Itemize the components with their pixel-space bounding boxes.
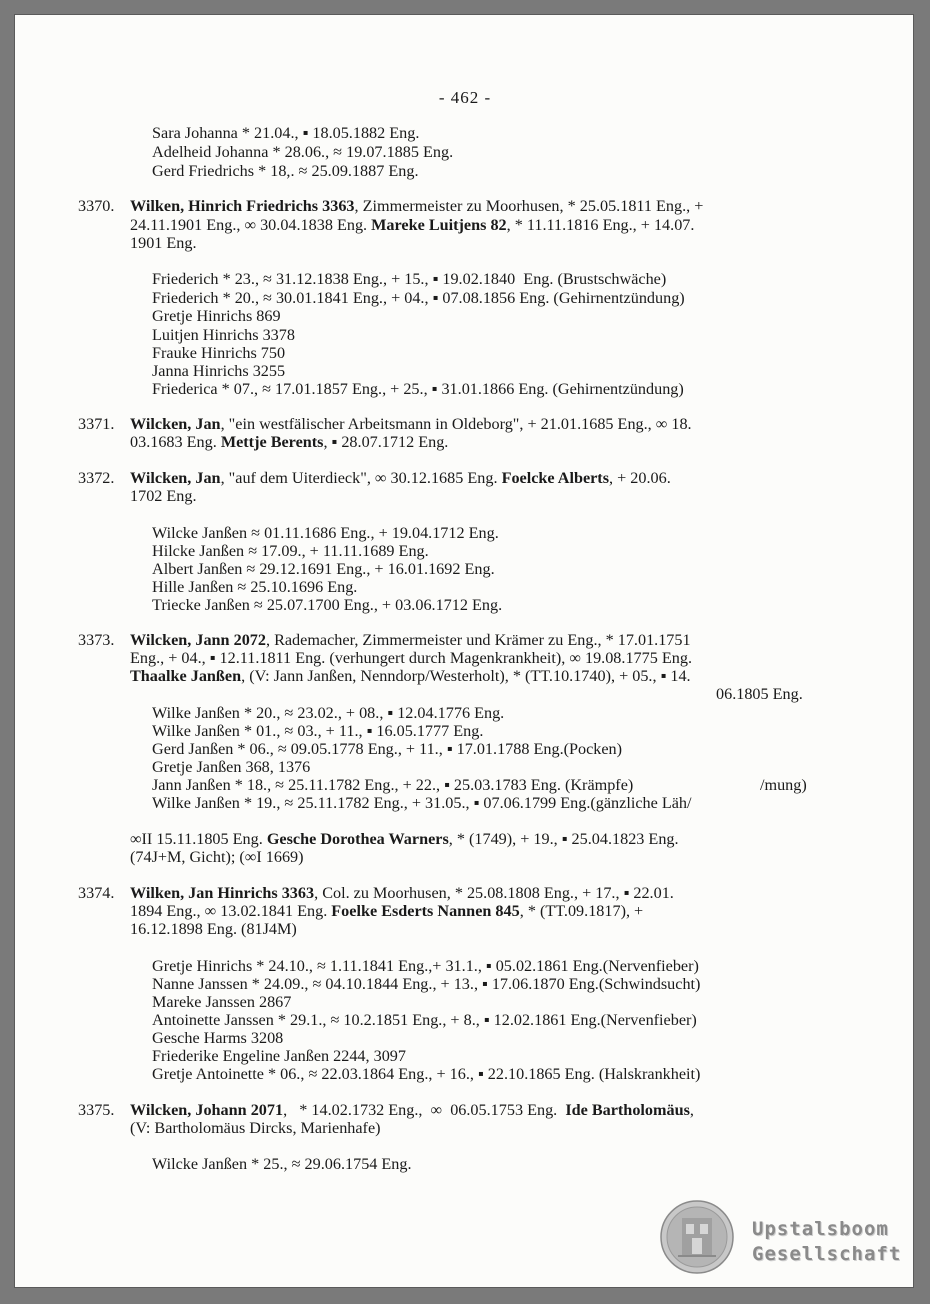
entry-line: Wilcken, Jan, "auf dem Uiterdieck", ∞ 30.12.1685 Eng. Foelcke Alberts, + 20.06.: [130, 469, 671, 487]
entry-number: 3371.: [78, 415, 115, 433]
spouse-name: Foelke Esderts Nannen 845: [331, 902, 520, 920]
entry-name: Wilken, Hinrich Friedrichs 3363: [130, 197, 355, 215]
list-item: Adelheid Johanna * 28.06., ≈ 19.07.1885 Eng.: [152, 143, 454, 161]
entry-line: 1901 Eng.: [130, 234, 197, 252]
entry-line: Wilken, Hinrich Friedrichs 3363, Zimmermeister zu Moorhusen, * 25.05.1811 Eng., +: [130, 197, 704, 215]
list-item: Friederich * 23., ≈ 31.12.1838 Eng., + 15., ▪ 19.02.1840 Eng. (Brustschwäche): [152, 270, 667, 288]
entry-line: (74J+M, Gicht); (∞I 1669): [130, 848, 304, 866]
list-item: Antoinette Janssen * 29.1., ≈ 10.2.1851 Eng., + 8., ▪ 12.02.1861 Eng.(Nervenfieber): [152, 1011, 697, 1029]
spouse-name: Foelcke Alberts: [501, 469, 610, 487]
brand-line-1: Upstalsboom: [752, 1218, 889, 1240]
entry-number: 3370.: [78, 197, 115, 215]
spouse-name: Mareke Luitjens 82: [371, 216, 507, 234]
list-item: Janna Hinrichs 3255: [152, 362, 286, 380]
list-item: Mareke Janssen 2867: [152, 993, 292, 1011]
list-item: Wilke Janßen * 01., ≈ 03., + 11., ▪ 16.05.1777 Eng.: [152, 722, 484, 740]
list-item: Albert Janßen ≈ 29.12.1691 Eng., + 16.01.1692 Eng.: [152, 560, 495, 578]
spouse-name: Gesche Dorothea Warners: [266, 830, 449, 848]
entry-line: 06.1805 Eng.: [716, 685, 803, 703]
list-item: Gerd Friedrichs * 18,. ≈ 25.09.1887 Eng.: [152, 162, 419, 180]
entry-line: Wilcken, Jann 2072, Rademacher, Zimmermeister und Krämer zu Eng., * 17.01.1751: [130, 631, 691, 649]
entry-line: 1702 Eng.: [130, 487, 197, 505]
list-item: Friederike Engeline Janßen 2244, 3097: [152, 1047, 406, 1065]
list-item: Gretje Antoinette * 06., ≈ 22.03.1864 Eng., + 16., ▪ 22.10.1865 Eng. (Halskrankheit): [152, 1065, 701, 1083]
entry-line: ∞II 15.11.1805 Eng. Gesche Dorothea Warners, * (1749), + 19., ▪ 25.04.1823 Eng.: [130, 830, 679, 848]
entry-name: Wilcken, Jann 2072: [130, 631, 266, 649]
list-item: Gerd Janßen * 06., ≈ 09.05.1778 Eng., + 11., ▪ 17.01.1788 Eng.(Pocken): [152, 740, 623, 758]
list-item: Wilke Janßen * 19., ≈ 25.11.1782 Eng., + 31.05., ▪ 07.06.1799 Eng.(gänzliche Läh/: [152, 794, 692, 812]
list-item: Jann Janßen * 18., ≈ 25.11.1782 Eng., + 22., ▪ 25.03.1783 Eng. (Krämpfe): [152, 776, 634, 794]
list-item: Gesche Harms 3208: [152, 1029, 284, 1047]
entry-name: Wilken, Jan Hinrichs 3363: [130, 884, 315, 902]
spouse-name: Ide Bartholomäus: [565, 1101, 690, 1119]
list-item: Hille Janßen ≈ 25.10.1696 Eng.: [152, 578, 358, 596]
entry-line: (V: Bartholomäus Dircks, Marienhafe): [130, 1119, 381, 1137]
entry-line: Wilcken, Johann 2071, * 14.02.1732 Eng., ∞ 06.05.1753 Eng. Ide Bartholomäus,: [130, 1101, 694, 1119]
entry-name: Wilcken, Jan: [130, 469, 221, 487]
list-item: Gretje Hinrichs * 24.10., ≈ 1.11.1841 Eng.,+ 31.1., ▪ 05.02.1861 Eng.(Nervenfieber): [152, 957, 699, 975]
page-number: - 462 -: [438, 88, 492, 107]
wrapped-note: /mung): [760, 776, 807, 794]
list-item: Wilke Janßen * 20., ≈ 23.02., + 08., ▪ 12.04.1776 Eng.: [152, 704, 505, 722]
spouse-name: Mettje Berents: [220, 433, 324, 451]
list-item: Luitjen Hinrichs 3378: [152, 326, 295, 344]
list-item: Wilcke Janßen ≈ 01.11.1686 Eng., + 19.04.1712 Eng.: [152, 524, 499, 542]
list-item: Friederica * 07., ≈ 17.01.1857 Eng., + 25., ▪ 31.01.1866 Eng. (Gehirnentzündung): [152, 380, 684, 398]
entry-number: 3372.: [78, 469, 115, 487]
entry-line: 16.12.1898 Eng. (81J4M): [130, 920, 297, 938]
entry-name: Wilcken, Johann 2071: [130, 1101, 284, 1119]
entry-line: Wilken, Jan Hinrichs 3363, Col. zu Moorhusen, * 25.08.1808 Eng., + 17., ▪ 22.01.: [130, 884, 674, 902]
list-item: Triecke Janßen ≈ 25.07.1700 Eng., + 03.06.1712 Eng.: [152, 596, 503, 614]
seal-icon: [660, 1200, 734, 1274]
entry-number: 3373.: [78, 631, 115, 649]
list-item: Nanne Janssen * 24.09., ≈ 04.10.1844 Eng., + 13., ▪ 17.06.1870 Eng.(Schwindsucht): [152, 975, 701, 993]
list-item: Hilcke Janßen ≈ 17.09., + 11.11.1689 Eng.: [152, 542, 429, 560]
entry-number: 3374.: [78, 884, 115, 902]
brand-line-2: Gesellschaft: [752, 1243, 902, 1265]
entry-line: 03.1683 Eng. Mettje Berents, ▪ 28.07.1712 Eng.: [130, 433, 449, 451]
entry-number: 3375.: [78, 1101, 115, 1119]
list-item: Wilcke Janßen * 25., ≈ 29.06.1754 Eng.: [152, 1155, 412, 1173]
entry-line: Thaalke Janßen, (V: Jann Janßen, Nenndorp/Westerholt), * (TT.10.1740), + 05., ▪ 14.: [130, 667, 691, 685]
entry-name: Wilcken, Jan: [130, 415, 221, 433]
entry-line: Eng., + 04., ▪ 12.11.1811 Eng. (verhungert durch Magenkrankheit), ∞ 19.08.1775 Eng.: [130, 649, 692, 667]
entry-line: Wilcken, Jan, "ein westfälischer Arbeitsmann in Oldeborg", + 21.01.1685 Eng., ∞ 18.: [130, 415, 692, 433]
entry-line: 1894 Eng., ∞ 13.02.1841 Eng. Foelke Esderts Nannen 845, * (TT.09.1817), +: [130, 902, 644, 920]
spouse-name: Thaalke Janßen: [130, 667, 242, 685]
list-item: Gretje Janßen 368, 1376: [152, 758, 311, 776]
list-item: Frauke Hinrichs 750: [152, 344, 286, 362]
list-item: Sara Johanna * 21.04., ▪ 18.05.1882 Eng.: [152, 124, 420, 142]
list-item: Gretje Hinrichs 869: [152, 307, 281, 325]
list-item: Friederich * 20., ≈ 30.01.1841 Eng., + 04., ▪ 07.08.1856 Eng. (Gehirnentzündung): [152, 289, 685, 307]
entry-line: 24.11.1901 Eng., ∞ 30.04.1838 Eng. Mareke Luitjens 82, * 11.11.1816 Eng., + 14.07.: [130, 216, 695, 234]
